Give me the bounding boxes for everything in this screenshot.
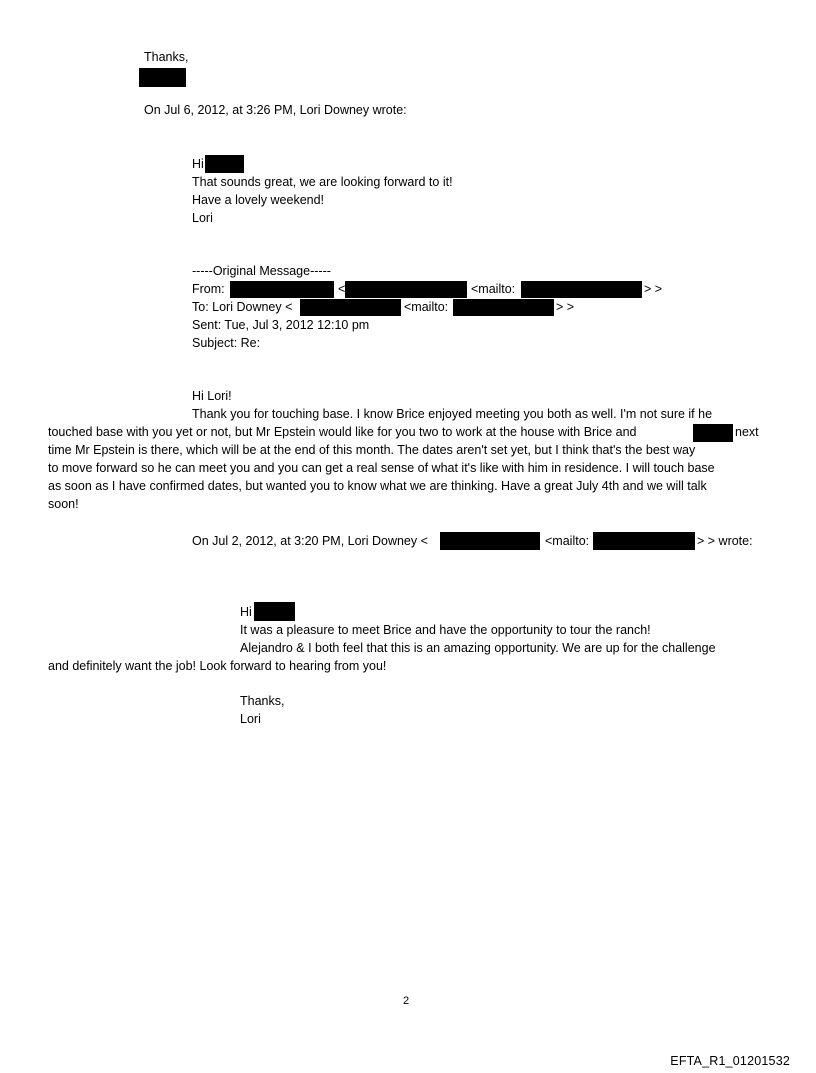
bates-number: EFTA_R1_01201532 — [670, 1054, 790, 1068]
signature-name: Lori — [192, 211, 213, 225]
from-end: > > — [644, 282, 663, 296]
from-label: From: — [192, 282, 225, 296]
message-line: Alejandro & I both feel that this is an amazing opportunity. We are up for the challenge — [240, 641, 716, 655]
redaction-block — [300, 299, 401, 316]
to-label: To: Lori Downey < — [192, 300, 293, 314]
reply-header-jul2: On Jul 2, 2012, at 3:20 PM, Lori Downey < — [192, 534, 428, 548]
redaction-block — [693, 424, 733, 442]
redaction-block — [453, 299, 554, 316]
message-line: Have a lovely weekend! — [192, 193, 325, 207]
message-line: and definitely want the job! Look forward to hearing from you! — [48, 659, 387, 673]
message-line: to move forward so he can meet you and you can get a real sense of what it's like with him in residence. I will touch base — [48, 461, 715, 475]
message-line: touched base with you yet or not, but Mr Epstein would like for you two to work at the house with Brice and — [48, 425, 637, 439]
original-message-separator: -----Original Message----- — [192, 264, 331, 278]
to-mailto: <mailto: — [404, 300, 449, 314]
greeting-hi: Hi — [240, 605, 252, 619]
subject-line: Subject: Re: — [192, 336, 261, 350]
to-end: > > — [556, 300, 575, 314]
greeting-hi: Hi — [192, 157, 204, 171]
message-line: soon! — [48, 497, 79, 511]
reply-header-jul6: On Jul 6, 2012, at 3:26 PM, Lori Downey wrote: — [144, 103, 407, 117]
redaction-block — [593, 532, 695, 550]
greeting-hi-lori: Hi Lori! — [192, 389, 232, 403]
sent-line: Sent: Tue, Jul 3, 2012 12:10 pm — [192, 318, 370, 332]
header-mailto: <mailto: — [545, 534, 590, 548]
closing-thanks: Thanks, — [240, 694, 285, 708]
redaction-block — [254, 602, 295, 621]
signature-name: Lori — [240, 712, 261, 726]
redaction-block — [205, 155, 244, 173]
redaction-block — [521, 281, 642, 298]
redaction-block — [440, 532, 540, 550]
redaction-block — [139, 68, 186, 87]
message-line: time Mr Epstein is there, which will be at the end of this month. The dates aren't set yet, but I think that's the best way — [48, 443, 696, 457]
from-lt: < — [338, 282, 346, 296]
message-line: next — [735, 425, 759, 439]
closing-thanks: Thanks, — [144, 50, 189, 64]
page-number: 2 — [403, 995, 410, 1007]
header-suffix: > > wrote: — [697, 534, 753, 548]
redaction-block — [345, 281, 467, 298]
from-mailto: <mailto: — [471, 282, 516, 296]
message-line: as soon as I have confirmed dates, but wanted you to know what we are thinking. Have a great July 4th and we will talk — [48, 479, 707, 493]
redaction-block — [230, 281, 334, 298]
message-line: That sounds great, we are looking forward to it! — [192, 175, 453, 189]
message-line: Thank you for touching base. I know Brice enjoyed meeting you both as well. I'm not sure if he — [192, 407, 713, 421]
message-line: It was a pleasure to meet Brice and have the opportunity to tour the ranch! — [240, 623, 651, 637]
